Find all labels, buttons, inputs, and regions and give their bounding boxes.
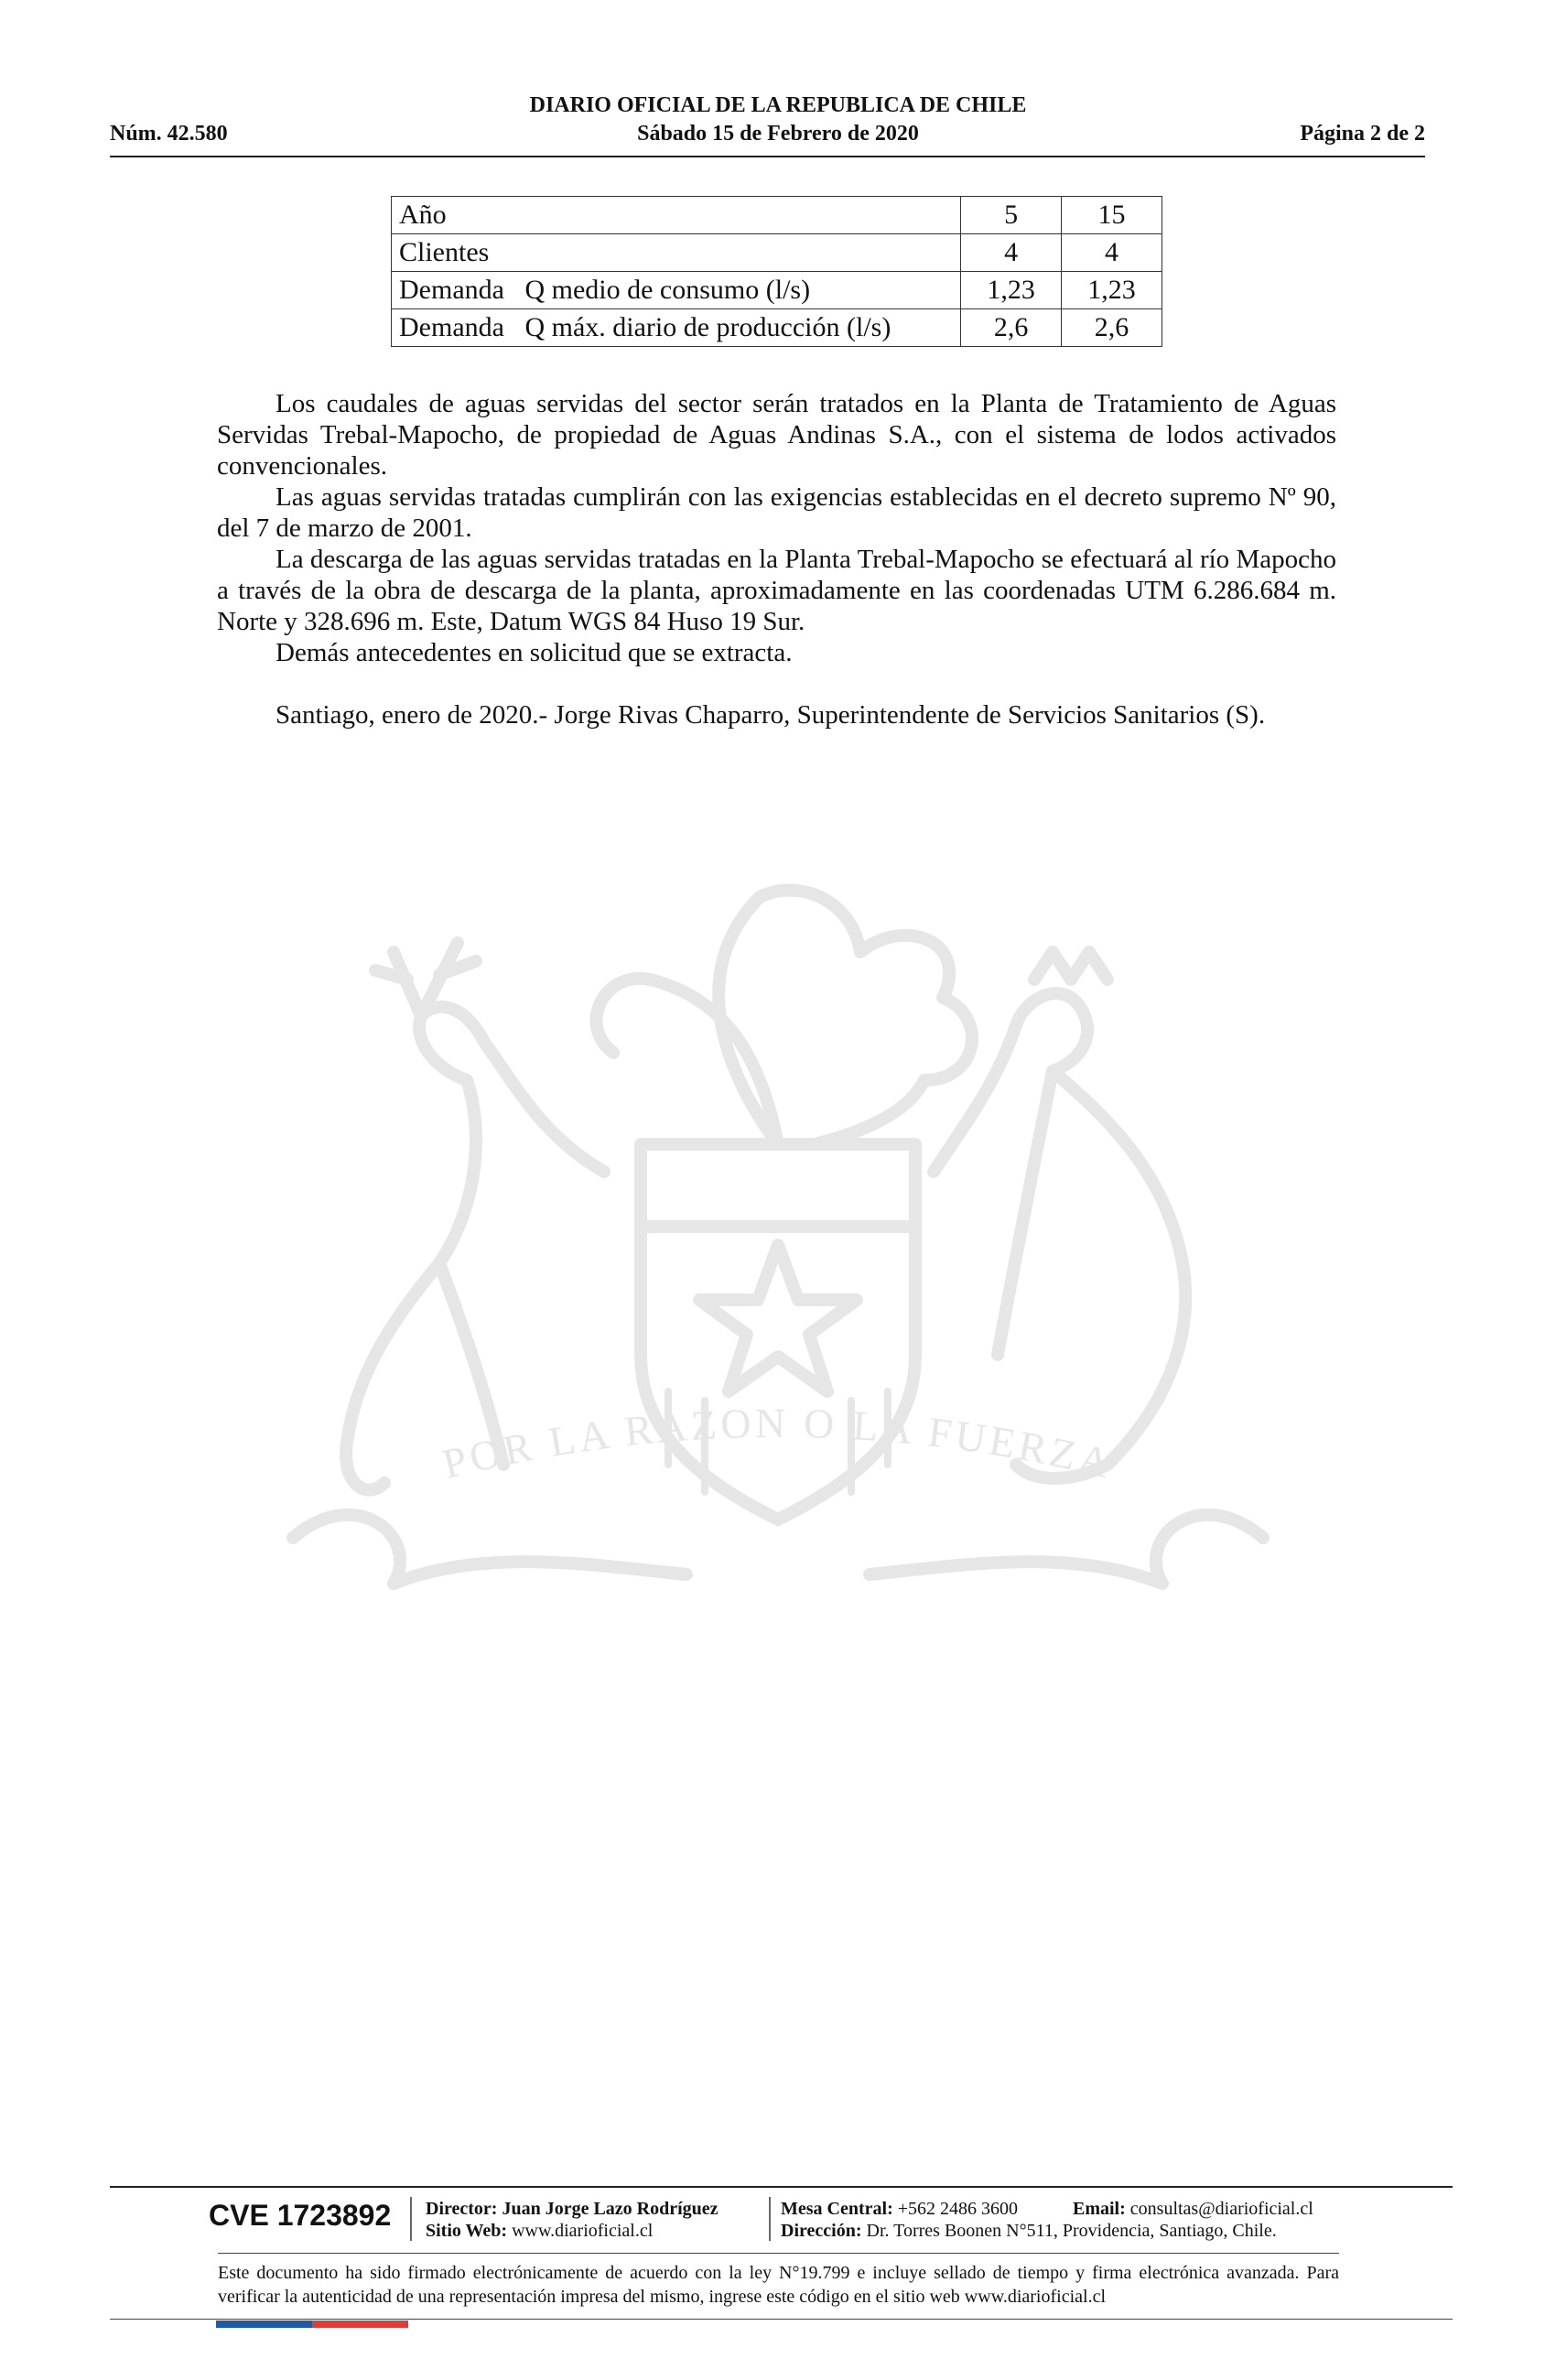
email-info [1073, 2197, 1313, 2221]
footer-divider-mid [218, 2253, 1339, 2254]
header-divider [110, 156, 1425, 157]
director-value: Juan Jorge Lazo Rodríguez [502, 2199, 719, 2219]
row-label: Demanda Q máx. diario de producción (l/s) [392, 309, 961, 347]
value-year-5: 4 [961, 234, 1062, 272]
flag-stripe-red [312, 2320, 408, 2328]
website-info [426, 2219, 653, 2243]
flag-stripe-blue [216, 2320, 312, 2328]
seal-motto: POR LA RAZON O LA FUERZA [438, 1399, 1118, 1488]
value-year-15: 15 [1062, 197, 1162, 234]
value-year-15: 1,23 [1062, 272, 1162, 309]
svg-text:POR LA RAZON O LA FUERZA [438, 1400, 1118, 1488]
cve-code: CVE 1723892 [209, 2199, 392, 2232]
article-body [217, 388, 1336, 730]
value-year-5: 2,6 [961, 309, 1062, 347]
table-row [392, 272, 1162, 309]
footer-divider-bottom [110, 2319, 1453, 2320]
website-label: Sitio Web: [426, 2221, 508, 2241]
value-year-15: 4 [1062, 234, 1162, 272]
paragraph-standards: Las aguas servidas tratadas cumplirán con las exigencias establecidas en el decreto supremo Nº 90, del 7 de marzo de 2001. [217, 482, 1336, 543]
demand-table [391, 196, 1162, 347]
phone-info [781, 2197, 1018, 2221]
phone-value: +562 2486 3600 [897, 2199, 1019, 2219]
address-label: Dirección: [781, 2221, 862, 2241]
coat-of-arms-icon [211, 842, 1345, 1666]
address-value: Dr. Torres Boonen N°511, Providencia, Santiago, Chile. [866, 2221, 1277, 2241]
signature-notice: Este documento ha sido firmado electrónicamente de acuerdo con la ley N°19.799 e incluye sellado de tiempo y firma electrónica avanzada. Para verificar la autenticidad de una representación impresa del mismo, ingrese este código en el sitio web www.diarioficial.cl [218, 2263, 1339, 2307]
gazette-title: DIARIO OFICIAL DE LA REPUBLICA DE CHILE [529, 93, 1027, 117]
signature-line: Santiago, enero de 2020.- Jorge Rivas Chaparro, Superintendente de Servicios Sanitarios (S). [276, 700, 1266, 730]
table-row [392, 197, 1162, 234]
table-row [392, 309, 1162, 347]
director-info [426, 2197, 719, 2221]
issue-number: Núm. 42.580 [110, 122, 228, 146]
row-label: Clientes [392, 234, 961, 272]
row-label: Año [392, 197, 961, 234]
phone-label: Mesa Central: [781, 2199, 893, 2219]
director-label: Director: [426, 2199, 498, 2219]
email-link[interactable]: consultas@diarioficial.cl [1129, 2199, 1313, 2219]
footer-separator [410, 2197, 412, 2241]
issue-date: Sábado 15 de Febrero de 2020 [637, 122, 919, 146]
value-year-5: 1,23 [961, 272, 1062, 309]
page-indicator: Página 2 de 2 [1300, 122, 1425, 146]
value-year-15: 2,6 [1062, 309, 1162, 347]
paragraph-treatment: Los caudales de aguas servidas del sector serán tratados en la Planta de Tratamiento de Aguas Servidas Trebal-Mapocho, de propiedad de Aguas Andinas S.A., con el sistema de lodos activados convencionales. [217, 389, 1336, 481]
address-info [781, 2219, 1277, 2243]
value-year-5: 5 [961, 197, 1062, 234]
table-row [392, 234, 1162, 272]
footer-divider-top [110, 2186, 1453, 2188]
website-link[interactable]: www.diarioficial.cl [512, 2221, 654, 2241]
row-label: Demanda Q medio de consumo (l/s) [392, 272, 961, 309]
paragraph-discharge: La descarga de las aguas servidas tratadas en la Planta Trebal-Mapocho se efectuará al río Mapocho a través de la obra de descarga de la planta, aproximadamente en las coordenadas UTM 6.286.684 m. Norte y 328.696 m. Este, Datum WGS 84 Huso 19 Sur. [217, 545, 1336, 636]
footer-separator [769, 2197, 771, 2241]
flag-stripe [216, 2320, 408, 2328]
paragraph-antecedentes: Demás antecedentes en solicitud que se extracta. [276, 638, 793, 667]
email-label: Email: [1073, 2199, 1126, 2219]
